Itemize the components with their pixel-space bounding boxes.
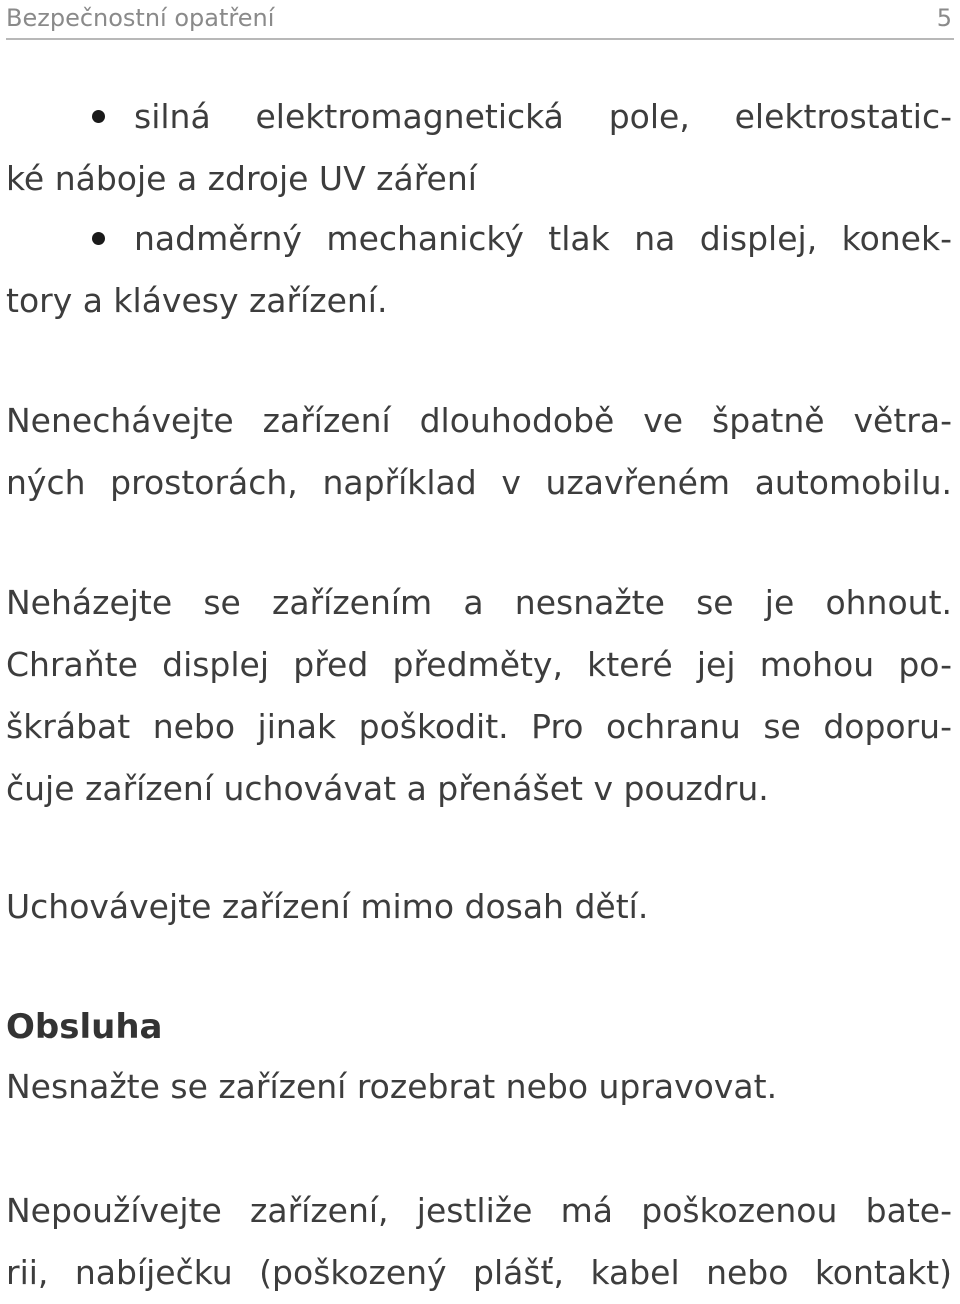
ventilation-line-1: Nenechávejte zařízení dlouhodobě ve špatně větra- — [6, 401, 952, 440]
bending-line-3: škrábat nebo jinak poškodit. Pro ochranu se doporu- — [6, 707, 952, 746]
ventilation-line-2: ných prostorách, například v uzavřeném automobilu. — [6, 463, 952, 502]
header-title: Bezpečnostní opatření — [6, 4, 275, 32]
section-heading: Obsluha — [6, 1007, 163, 1047]
battery-line-2: rii, nabíječku (poškozený plášť, kabel nebo kontakt) — [6, 1253, 952, 1292]
bending-line-2: Chraňte displej před předměty, které jej mohou po- — [6, 645, 952, 684]
section-obsluha — [6, 996, 952, 1118]
children-line-1: Uchovávejte zařízení mimo dosah dětí. — [6, 887, 649, 926]
battery-line-1: Nepoužívejte zařízení, jestliže má poškozenou bate- — [6, 1191, 952, 1230]
bullet-item-1 — [6, 86, 952, 210]
page-number: 5 — [936, 4, 952, 32]
paragraph-bending — [6, 572, 952, 820]
paragraph-children — [6, 876, 952, 938]
bullet-1-line-2: ké náboje a zdroje UV záření — [6, 159, 477, 198]
bullet-1-line-1: silná elektromagnetická pole, elektrostatic- — [134, 97, 952, 136]
bullet-item-2 — [6, 208, 952, 332]
page-header — [6, 0, 954, 40]
bending-line-1: Neházejte se zařízením a nesnažte se je ohnout. — [6, 583, 952, 622]
bullet-2-line-1: nadměrný mechanický tlak na displej, konek- — [134, 219, 952, 258]
paragraph-battery — [6, 1180, 952, 1304]
bullet-dot-icon — [92, 232, 105, 245]
bullet-2-line-2: tory a klávesy zařízení. — [6, 281, 388, 320]
bullet-dot-icon — [92, 110, 105, 123]
bending-line-4: čuje zařízení uchovávat a přenášet v pouzdru. — [6, 769, 769, 808]
obsluha-line-1: Nesnažte se zařízení rozebrat nebo upravovat. — [6, 1067, 778, 1106]
paragraph-ventilation — [6, 390, 952, 514]
